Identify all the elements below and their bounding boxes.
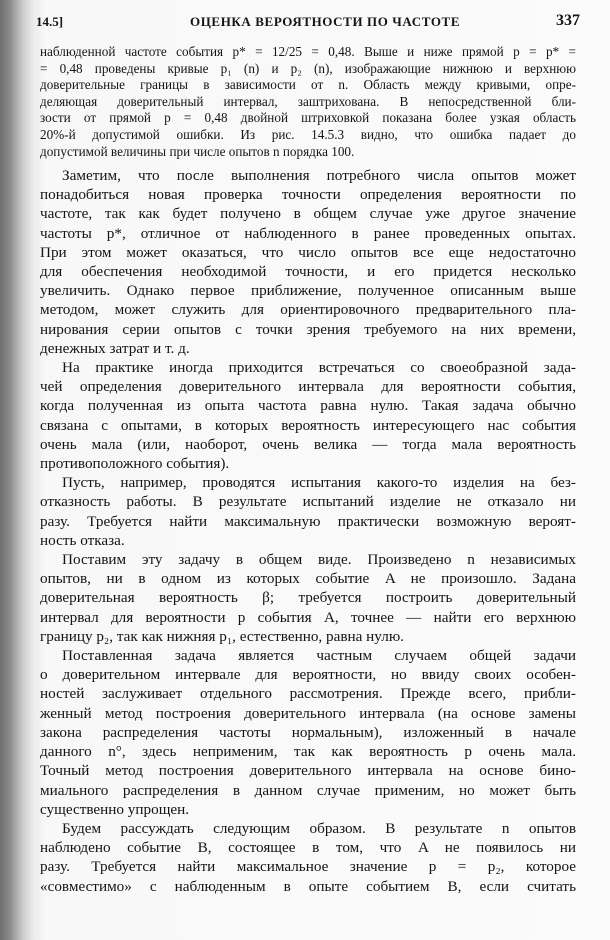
text-line: частоты p*, отличное от наблюденного в ранее проведенных опытах.: [40, 224, 576, 242]
running-header: [20, 12, 580, 34]
text-line: Пусть, например, проводятся испытания какого-то изделия на без-: [62, 474, 576, 492]
page-number: 337: [556, 12, 580, 29]
section-number: 14.5]: [36, 14, 64, 29]
text-line: Поставленная задача является частным случаем общей задачи: [62, 647, 576, 665]
paragraph: [40, 819, 576, 896]
text-line: для обеспечения необходимой точности, и его придется несколько: [40, 263, 576, 281]
text-line: При этом может оказаться, что число опытов все еще недостаточно: [40, 243, 576, 261]
text-line: отказность работы. В результате испытаний изделие не отказало ни: [40, 493, 576, 511]
paragraph: [40, 358, 576, 473]
figure-caption-text: [40, 44, 576, 160]
text-line: очень мала (или, наоборот, очень велика — тогда мала вероятность: [40, 435, 576, 453]
text-line: Поставим эту задачу в общем виде. Произведено n независимых: [62, 551, 576, 569]
text-line: = 0,48 проведены кривые p₁ (n) и p₂ (n), изображающие нижнюю и верхнюю: [40, 60, 576, 76]
text-line: опытов, ни в одном из которых событие A не произошло. Задана: [40, 570, 576, 588]
text-line: противоположного события).: [40, 455, 230, 473]
main-text: [40, 166, 576, 896]
text-line: «совместимо» с наблюденным в опыте событием B, если считать: [40, 877, 576, 895]
text-line: допустимой величины при числе опытов n порядка 100.: [40, 143, 355, 159]
text-line: доверительные границы в зависимости от n. Область между кривыми, опре-: [40, 77, 576, 93]
text-line: денежных затрат и т. д.: [40, 339, 190, 357]
text-line: связана с опытами, в которых вероятность интересующего нас события: [40, 416, 576, 434]
text-line: увеличить. Однако первое приближение, полученное описанным выше: [40, 282, 576, 300]
text-line: нирования серии опытов с точки зрения требуемого на них времени,: [40, 320, 576, 338]
paragraph: [40, 473, 576, 550]
text-line: зости от прямой p = 0,48 двойной штриховкой показана более узкая область: [40, 110, 576, 126]
text-line: миального распределения в данном случае применим, но может быть: [40, 781, 576, 799]
running-title: ОЦЕНКА ВЕРОЯТНОСТИ ПО ЧАСТОТЕ: [190, 14, 461, 29]
text-line: понадобиться новая проверка точности определения вероятности по: [40, 186, 576, 204]
text-line: данного n°, здесь неприменим, так как вероятность p очень мала.: [40, 743, 576, 761]
text-line: существенно упрощен.: [40, 800, 190, 818]
text-line: о доверительном интервале для вероятности, но ввиду своих особен-: [40, 666, 576, 684]
text-line: На практике иногда приходится встречаться со своеобразной зада-: [62, 359, 576, 377]
text-line: наблюдено событие B, состоящее в том, что A не появилось ни: [40, 839, 576, 857]
text-line: интервал для вероятности p события A, точнее — найти его верхнюю: [40, 608, 576, 626]
text-line: разу. Требуется найти максимальную практически возможную вероят-: [40, 512, 576, 530]
text-line: ность отказа.: [40, 531, 125, 549]
paragraph: [40, 166, 576, 358]
text-line: Будем рассуждать следующим образом. В результате n опытов: [62, 819, 576, 837]
text-line: Точный метод построения доверительного интервала на основе бино-: [40, 762, 576, 780]
text-line: чей определения доверительного интервала для вероятности события,: [40, 378, 576, 396]
text-line: когда полученная из опыта частота равна нулю. Такая задача обычно: [40, 397, 576, 415]
text-line: методом, может служить для ориентировочного предварительного пла-: [40, 301, 576, 319]
paragraph: [40, 646, 576, 819]
text-line: женный метод построения доверительного интервала (на основе замены: [40, 704, 576, 722]
text-line: ностей заслуживает отдельного рассмотрения. Прежде всего, прибли-: [40, 685, 576, 703]
text-line: частоте, так как будет получено в общем случае уже другое значение: [40, 205, 576, 223]
text-line: доверительная вероятность β; требуется построить доверительный: [40, 589, 576, 607]
text-line: 20%-й допустимой ошибки. Из рис. 14.5.3 видно, что ошибка падает до: [40, 126, 576, 142]
paragraph: [40, 550, 576, 646]
text-line: наблюденной частоте события p* = 12/25 = 0,48. Выше и ниже прямой p = p* =: [40, 44, 576, 59]
text-line: Заметим, что после выполнения потребного числа опытов может: [62, 167, 576, 184]
text-line: закона распределения частоты нормальным), изложенный в начале: [40, 723, 576, 741]
text-line: границу p₂, так как нижняя p₁, естественно, равна нулю.: [40, 627, 404, 645]
text-line: деляющая доверительный интервал, заштрихована. В непосредственной бли-: [40, 93, 576, 109]
text-line: разу. Требуется найти максимальное значение p = p₂, которое: [40, 858, 576, 876]
